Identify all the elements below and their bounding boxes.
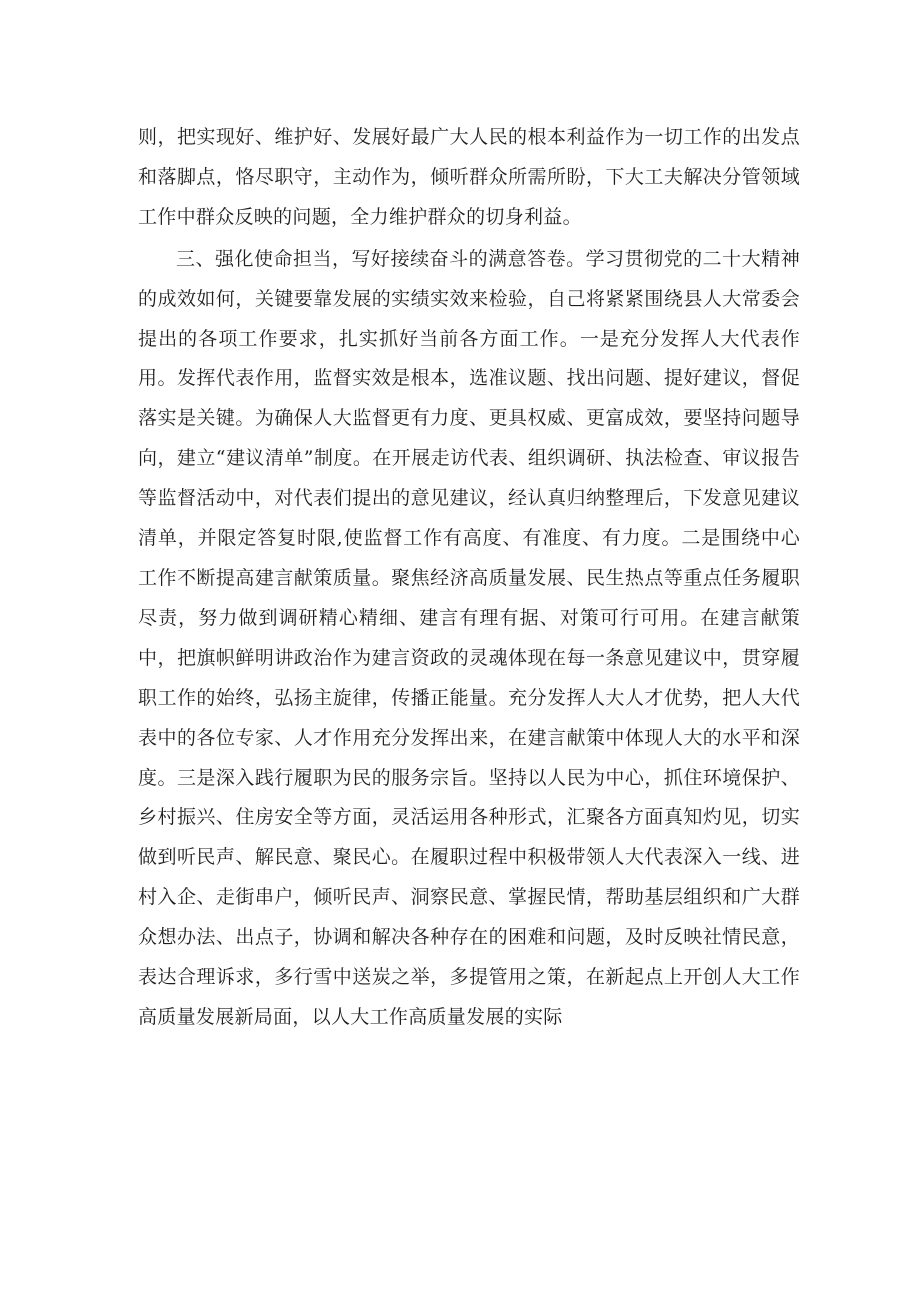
body-text [138,118,800,1038]
paragraph-continuation: 则，把实现好、维护好、发展好最广大人民的根本利益作为一切工作的出发点和落脚点，恪尽职守，主动作为，倾听群众所需所盼，下大工夫解决分管领域工作中群众反映的问题，全力维护群众的切身利益。 [138,126,800,228]
paragraph-section-three: 三、强化使命担当，写好接续奋斗的满意答卷。学习贯彻党的二十大精神的成效如何，关键要靠发展的实绩实效来检验，自己将紧紧围绕县人大常委会提出的各项工作要求，扎实抓好当前各方面工作。一是充分发挥人大代表作用。发挥代表作用，监督实效是根本，选准议题、找出问题、提好建议，督促落实是关键。为确保人大监督更有力度、更具权威、更富成效，要坚持问题导向，建立“建议清单”制度。在开展走访代表、组织调研、执法检查、审议报告等监督活动中，对代表们提出的意见建议，经认真归纳整理后，下发意见建议清单，并限定答复时限,使监督工作有高度、有准度、有力度。二是围绕中心工作不断提高建言献策质量。聚焦经济高质量发展、民生热点等重点任务履职尽责，努力做到调研精心精细、建言有理有据、对策可行可用。在建言献策中，把旗帜鲜明讲政治作为建言资政的灵魂体现在每一条意见建议中，贯穿履职工作的始终，弘扬主旋律，传播正能量。充分发挥人大人才优势，把人大代表中的各位专家、人才作用充分发挥出来，在建言献策中体现人大的水平和深度。三是深入践行履职为民的服务宗旨。坚持以人民为中心，抓住环境保护、乡村振兴、住房安全等方面，灵活运用各种形式，汇聚各方面真知灼见，切实做到听民声、解民意、聚民心。在履职过程中积极带领人大代表深入一线、进村入企、走街串户，倾听民声、洞察民意、掌握民情，帮助基层组织和广大群众想办法、出点子，协调和解决各种存在的困难和问题，及时反映社情民意，表达合理诉求，多行雪中送炭之举，多提管用之策，在新起点上开创人大工作高质量发展新局面，以人大工作高质量发展的实际 [138,247,800,1028]
